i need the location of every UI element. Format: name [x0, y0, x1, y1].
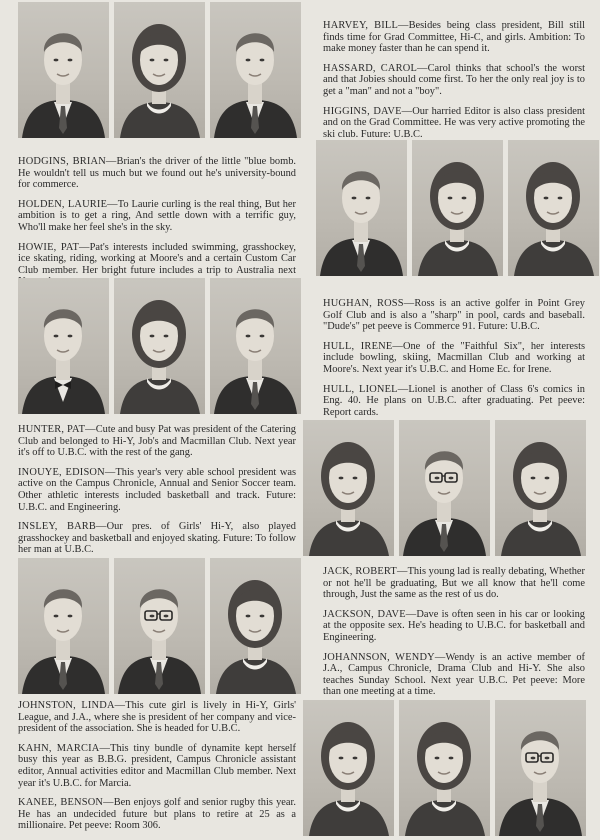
portrait-silhouette [495, 420, 586, 556]
text-block-6 [18, 700, 296, 840]
student-photo [412, 140, 503, 276]
text-block-1 [323, 20, 585, 148]
student-entry: JOHANNSON, WENDY—Wendy is an active member of J.A., Campus Chronicle, Drama Club and Hi-Y. She also teaches Sunday School. Next year U.B.C. Pet peeve: More than one meeting at a time. [323, 651, 586, 698]
portrait-silhouette [412, 140, 503, 276]
student-photo [316, 140, 407, 276]
student-entry: JACK, ROBERT—This young lad is really debating, Whether or not he'll be graduating, But we all know that he'll come through, Just the same as the rest of us do. [323, 566, 585, 601]
portrait-silhouette [210, 2, 301, 138]
photo-row-6 [303, 700, 586, 836]
student-photo [18, 2, 109, 138]
portrait-silhouette [495, 700, 586, 836]
student-entry: JOHNSTON, LINDA—This cute girl is lively in Hi-Y, Girls' League, and J.A., where she is president of her company and vice-president of the association. She is headed for U.B.C. [18, 700, 296, 735]
portrait-silhouette [18, 558, 109, 694]
text-block-5 [323, 566, 585, 706]
student-photo [18, 558, 109, 694]
student-photo [303, 700, 394, 836]
portrait-silhouette [303, 700, 394, 836]
photo-row-3 [18, 278, 301, 414]
student-entry: KAHN, MARCIA—This tiny bundle of dynamite kept herself busy this year as B.B.G. president, Campus Chronicle assistant editor, Annual activities editor and Macmillan Club member. Next year it's U.B.C. for Marcia. [18, 742, 296, 789]
student-photo [399, 420, 490, 556]
student-photo [303, 420, 394, 556]
student-entry: HODGINS, BRIAN—Brian's the driver of the little "blue bomb. He wouldn't tell us much but we found out he's university-bound for commerce. [18, 156, 296, 191]
photo-row-1 [18, 2, 301, 138]
text-block-2 [18, 156, 296, 296]
student-photo [210, 558, 301, 694]
portrait-silhouette [399, 700, 490, 836]
student-photo [508, 140, 599, 276]
student-entry: INSLEY, BARB—Our pres. of Girls' Hi-Y, also played grasshockey and basketball and enjoyed skating. Future: To follow her man at U.B.C. [18, 521, 296, 556]
portrait-silhouette [303, 420, 394, 556]
student-photo [114, 2, 205, 138]
student-entry: HARVEY, BILL—Besides being class president, Bill still finds time for Grad Committee, Hi-C, and girls. Ambition: To make money faster than he can spend it. [323, 20, 586, 55]
student-entry: HASSARD, CAROL—Carol thinks that school's the worst and that Jobies should come first. To her the only real joy is to get a "man" and not a "boy". [323, 62, 585, 97]
student-photo [114, 558, 205, 694]
portrait-silhouette [18, 2, 109, 138]
portrait-silhouette [114, 558, 205, 694]
student-entry: HUNTER, PAT—Cute and busy Pat was president of the Catering Club and belonged to Hi-Y, Job's and Macmillan Club. Next year it's off to U.B.C. with the rest of the gang. [18, 424, 296, 459]
student-photo [210, 2, 301, 138]
student-photo [114, 278, 205, 414]
student-entry: HULL, LIONEL—Lionel is another of Class 6's comics in Eng. 40. He plans on U.B.C. after graduating. Pet peeve: Report cards. [323, 383, 585, 418]
student-photo [399, 700, 490, 836]
portrait-silhouette [114, 2, 205, 138]
portrait-silhouette [18, 278, 109, 414]
portrait-silhouette [316, 140, 407, 276]
text-block-3 [323, 298, 585, 426]
photo-row-5 [18, 558, 301, 694]
photo-row-2 [316, 140, 599, 276]
photo-row-4 [303, 420, 586, 556]
portrait-silhouette [210, 558, 301, 694]
student-photo [495, 700, 586, 836]
portrait-silhouette [508, 140, 599, 276]
student-entry: JACKSON, DAVE—Dave is often seen in his car or looking at the opposite sex. He's heading to U.B.C. for basketball and Engineering. [323, 608, 585, 643]
student-photo [210, 278, 301, 414]
student-photo [18, 278, 109, 414]
student-entry: KANEE, BENSON—Ben enjoys golf and senior rugby this year. He has an undecided future but plans to retire at 25 as a millionaire. Pet peeve: Room 306. [18, 797, 296, 832]
student-entry: HOLDEN, LAURIE—To Laurie curling is the real thing, But her ambition is to get a ring, And settle down with a terrific guy, Who'll make her feel she's in the sky. [18, 198, 297, 233]
portrait-silhouette [399, 420, 490, 556]
portrait-silhouette [114, 278, 205, 414]
student-entry: HULL, IRENE—One of the "Faithful Six", her interests include bowling, skiing, Macmillan Club and working at Moore's. Next year it's U.B.C. and Home Ec. for Irene. [323, 340, 585, 375]
student-photo [495, 420, 586, 556]
student-entry: INOUYE, EDISON—This year's very able school president was active on the Campus Chronicle, Annual and Senior Soccer team. Other athletic interests included basketball and track. Future: U.B.C. and Engineering. [18, 466, 296, 513]
student-entry: HOWIE, PAT—Pat's interests included swimming, grasshockey, ice skating, riding, working at Moore's and a certain Custom Car Club member. Her bright future includes a trip to Australia next [18, 241, 296, 276]
student-entry: HIGGINS, DAVE—Our harried Editor is also class president and on the Grad Committee. He was very active promoting the ski club. Future: U.B.C. [323, 105, 585, 140]
text-block-4 [18, 424, 296, 564]
student-entry: HUGHAN, ROSS—Ross is an active golfer in Point Grey Golf Club and is also a "sharp" in pool, cards and baseball. "Dude's" pet peeve is Commerce 91. Future: U.B.C. [323, 298, 585, 333]
portrait-silhouette [210, 278, 301, 414]
